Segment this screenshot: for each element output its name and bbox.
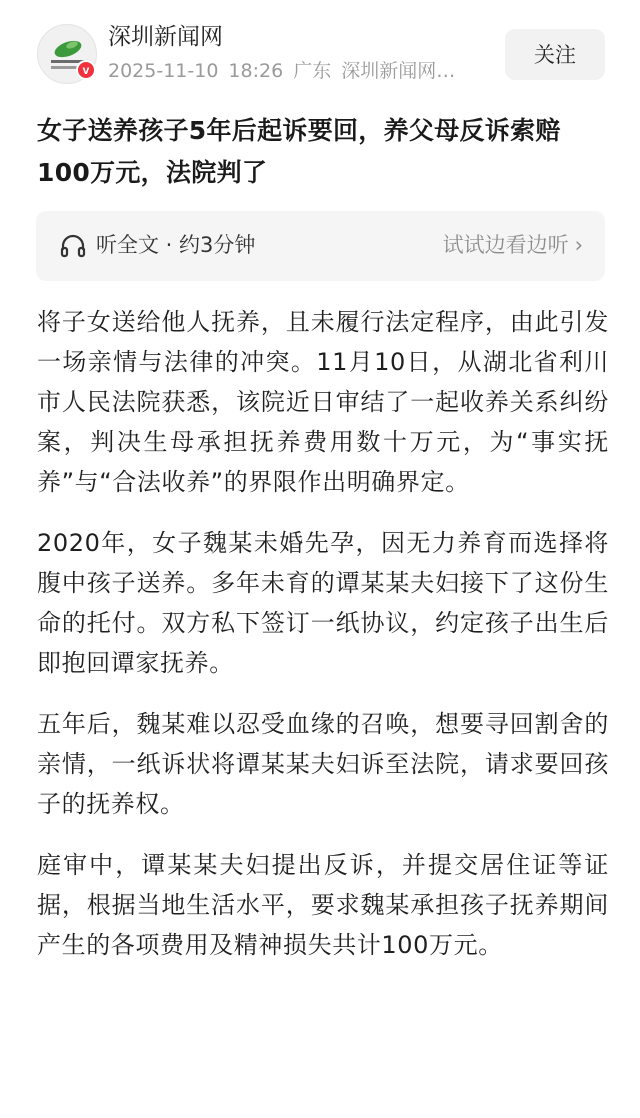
article-title: 女子送养孩子5年后起诉要回，养父母反诉索赔100万元，法院判了 bbox=[37, 116, 561, 187]
verified-badge-icon: v bbox=[76, 60, 96, 80]
article-paragraph: 将子女送给他人抚养，且未履行法定程序，由此引发一场亲情与法律的冲突。11月10日，从湖北省利川市人民法院获悉，该院近日审结了一起收养关系纠纷案，判决生母承担抚养费用数十万元，为“事实抚养”与“合法收养”的界限作出明确界定。 bbox=[37, 308, 609, 496]
publish-location: 广东 bbox=[293, 60, 332, 82]
source-name[interactable]: 深圳新闻网 bbox=[108, 24, 223, 50]
author-header bbox=[0, 0, 640, 100]
publish-meta bbox=[108, 58, 465, 84]
listen-full-text-label: 听全文 · 约3分钟 bbox=[96, 233, 256, 257]
follow-button[interactable]: 关注 bbox=[505, 29, 605, 80]
article-paragraph: 2020年，女子魏某未婚先孕，因无力养育而选择将腹中孩子送养。多年未育的谭某某夫妇接下了这份生命的托付。双方私下签订一纸协议，约定孩子出生后即抱回谭家抚养。 bbox=[37, 529, 609, 677]
listen-bar[interactable] bbox=[36, 211, 605, 281]
article-paragraph: 五年后，魏某难以忍受血缘的召唤，想要寻回割舍的亲情，一纸诉状将谭某某夫妇诉至法院，请求要回孩子的抚养权。 bbox=[37, 710, 609, 818]
publish-date: 2025-11-10 bbox=[108, 60, 219, 82]
chevron-right-icon: › bbox=[574, 233, 583, 257]
headphones-icon bbox=[60, 234, 86, 258]
article-paragraph: 庭审中，谭某某夫妇提出反诉，并提交居住证等证据，根据当地生活水平，要求魏某承担孩子抚养期间产生的各项费用及精神损失共计100万元。 bbox=[37, 851, 609, 959]
try-watch-listen-label: 试试边看边听 bbox=[442, 233, 569, 257]
article-body bbox=[37, 302, 609, 986]
publish-time: 18:26 bbox=[228, 60, 284, 82]
source-short: 深圳新闻网… bbox=[341, 60, 456, 82]
try-watch-listen-link[interactable] bbox=[443, 230, 583, 260]
